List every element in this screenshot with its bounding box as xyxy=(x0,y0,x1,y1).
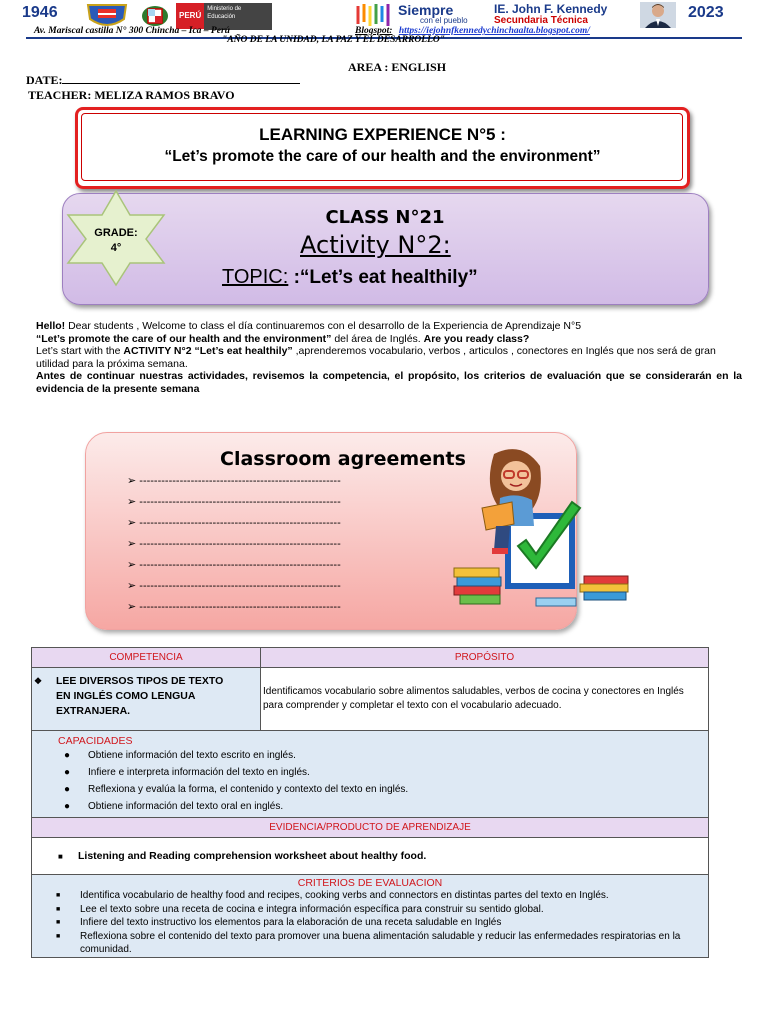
agreement-blank: ------------------------------------------------------- xyxy=(139,475,341,487)
intro-line-2-text: del área de Inglés. xyxy=(331,332,424,345)
evidencia-text: Listening and Reading comprehension worksheet about healthy food. xyxy=(78,850,427,862)
activity-title: Activity N°2: xyxy=(300,231,451,259)
square-bullet-icon: ■ xyxy=(56,932,61,940)
list-item: ■ Reflexiona sobre el contenido del texto para promover una buena alimentación saludable y reducir las enfermedades respiratorias en la comunidad. xyxy=(56,930,681,955)
bullet-icon: ● xyxy=(64,801,71,812)
proposito-header: PROPÓSITO xyxy=(261,648,709,668)
arrow-bullet-icon: ➢ xyxy=(127,601,137,613)
learning-experience-inner xyxy=(81,113,683,181)
grade-label: GRADE: xyxy=(94,227,138,239)
intro-paragraph xyxy=(36,320,742,395)
arrow-bullet-icon: ➢ xyxy=(127,475,137,487)
ministry-label: Ministerio de Educación xyxy=(204,3,272,30)
arrow-bullet-icon: ➢ xyxy=(127,580,137,592)
list-item: ● Reflexiona y evalúa la forma, el contenido y contexto del texto en inglés. xyxy=(64,781,708,798)
blog-link[interactable]: https://iejohnfkennedychinchaalta.blogspot.com/ xyxy=(398,26,590,36)
competencies-table xyxy=(31,647,709,958)
date-blank-line xyxy=(62,83,300,84)
square-bullet-icon: ■ xyxy=(56,919,61,926)
agreement-line[interactable] xyxy=(127,537,341,558)
learning-experience-subtitle: “Let’s promote the care of our health and the environment” xyxy=(164,148,601,165)
activity-name: ACTIVITY N°2 “Let’s eat healthily” xyxy=(123,345,296,357)
agreement-blank: ------------------------------------------------------- xyxy=(139,559,341,571)
date-label: DATE: xyxy=(26,73,63,87)
list-item: ■ Infiere del texto instructivo los elementos para la elaboración de una receta saludable en Inglés xyxy=(56,917,502,928)
classroom-agreements-title: Classroom agreements xyxy=(220,448,466,470)
area-label: AREA : ENGLISH xyxy=(348,60,447,74)
capacidades-header: CAPACIDADES xyxy=(58,735,133,747)
teacher-label: TEACHER: MELIZA RAMOS BRAVO xyxy=(28,88,235,102)
learning-experience-box xyxy=(75,107,690,189)
competencia-header: COMPETENCIA xyxy=(32,648,261,668)
intro-line-1-text: Dear students , Welcome to class el día continuaremos con el desarrollo de la Experiencia de Aprendizaje N°5 xyxy=(65,320,582,332)
topic-text: :“Let’s eat healthily” xyxy=(288,267,478,288)
topic-label: TOPIC: xyxy=(222,266,289,288)
arrow-bullet-icon: ➢ xyxy=(127,559,137,571)
grade-value: 4° xyxy=(110,242,122,254)
list-item: ■ Lee el texto sobre una receta de cocina e integra información específica para construir su sentido global. xyxy=(56,903,544,915)
list-item: ● Infiere e interpreta información del texto en inglés. xyxy=(64,764,708,781)
agreement-line[interactable] xyxy=(127,495,341,516)
school-name: IE. John F. Kennedy xyxy=(494,2,608,16)
capacidades-cell xyxy=(32,731,709,818)
agreement-blank: ------------------------------------------------------- xyxy=(139,538,341,550)
kennedy-portrait-icon xyxy=(640,2,676,28)
capacidades-list xyxy=(32,747,708,815)
siempre-logo-icon xyxy=(354,2,396,28)
evidencia-cell xyxy=(32,838,709,875)
topic-line xyxy=(222,266,478,289)
criterios-header: CRITERIOS DE EVALUACION xyxy=(297,877,443,889)
bullet-icon: ● xyxy=(64,784,71,795)
list-item: ● Obtiene información del texto escrito en inglés. xyxy=(64,747,708,764)
criterios-cell xyxy=(32,875,709,958)
agreement-blank: ------------------------------------------------------- xyxy=(139,580,341,592)
pueblo-text: con el pueblo xyxy=(420,16,468,25)
agreement-line[interactable] xyxy=(127,474,341,495)
arrow-bullet-icon: ➢ xyxy=(127,517,137,529)
competencia-text: LEE DIVERSOS TIPOS DE TEXTO EN INGLÉS COMO LENGUA EXTRANJERA. xyxy=(56,675,224,717)
hello-text: Hello! xyxy=(36,320,66,332)
agreement-line[interactable] xyxy=(127,579,341,600)
year-right: 2023 xyxy=(688,4,724,21)
siempre-text: Siempre xyxy=(398,2,454,18)
agreement-line[interactable] xyxy=(127,600,341,621)
intro-line-2 xyxy=(36,333,742,346)
square-bullet-icon: ■ xyxy=(56,892,61,899)
intro-line-4: Antes de continuar nuestras actividades, revisemos la competencia, el propósito, los criterios de evaluación que se considerarán en la evidencia de la presente semana xyxy=(36,370,742,395)
intro-line-3a: Let’s start with the xyxy=(36,345,124,357)
arrow-bullet-icon: ➢ xyxy=(127,496,137,508)
criterios-list xyxy=(32,889,708,957)
learning-experience-title: LEARNING EXPERIENCE N°5 : xyxy=(259,125,506,144)
bullet-icon: ● xyxy=(64,767,71,778)
proposito-cell xyxy=(261,668,709,731)
address: Av. Mariscal castilla N° 300 Chincha – Ica – Perú xyxy=(34,26,230,36)
peru-label: PERÚ xyxy=(176,3,204,29)
agreement-line[interactable] xyxy=(127,558,341,579)
competencia-cell xyxy=(32,668,261,731)
agreement-blank: ------------------------------------------------------- xyxy=(139,601,341,613)
proposito-text: Identificamos vocabulario sobre alimentos saludables, verbos de cocina y conectores en Inglés para comprender y completar el texto con el vocabulario adecuado. xyxy=(263,686,684,711)
bullet-icon: ● xyxy=(64,750,71,761)
class-number: CLASS N°21 xyxy=(325,207,445,228)
intro-line-3 xyxy=(36,345,742,370)
list-item: ● Obtiene información del texto oral en inglés. xyxy=(64,798,708,815)
blog-caption: Blogspot: xyxy=(355,26,393,36)
year-motto: "AÑO DE LA UNIDAD, LA PAZ Y EL DESARROLLO" xyxy=(222,35,446,45)
grade-star xyxy=(64,189,168,287)
list-item: ■ Identifica vocabulario de healthy food and recipes, cooking verbs and connectors en distintas partes del texto en Inglés. xyxy=(56,890,609,901)
square-bullet-icon: ■ xyxy=(58,852,63,861)
agreements-list xyxy=(127,474,341,621)
square-bullet-icon: ■ xyxy=(56,905,61,913)
agreement-line[interactable] xyxy=(127,516,341,537)
diamond-bullet-icon: ❖ xyxy=(34,676,43,686)
school-type: Secundaria Técnica xyxy=(494,15,588,26)
intro-line-1 xyxy=(36,320,742,333)
date-field[interactable] xyxy=(26,73,300,88)
arrow-bullet-icon: ➢ xyxy=(127,538,137,550)
reading-girl-illustration xyxy=(452,446,637,621)
ready-question: Are you ready class? xyxy=(423,332,530,345)
agreement-blank: ------------------------------------------------------- xyxy=(139,517,341,529)
year-left: 1946 xyxy=(22,4,58,21)
evidencia-header: EVIDENCIA/PRODUCTO DE APRENDIZAJE xyxy=(32,818,709,838)
peru-coat-of-arms-icon xyxy=(140,4,170,28)
agreement-blank: ------------------------------------------------------- xyxy=(139,496,341,508)
intro-line-3-text: ,aprenderemos vocabulario, verbos , articulos , conectores en Inglés que nos será de gran utilidad para la próxima semana. xyxy=(36,345,716,370)
experience-name: “Let’s promote the care of our health and the environment” xyxy=(36,332,332,345)
